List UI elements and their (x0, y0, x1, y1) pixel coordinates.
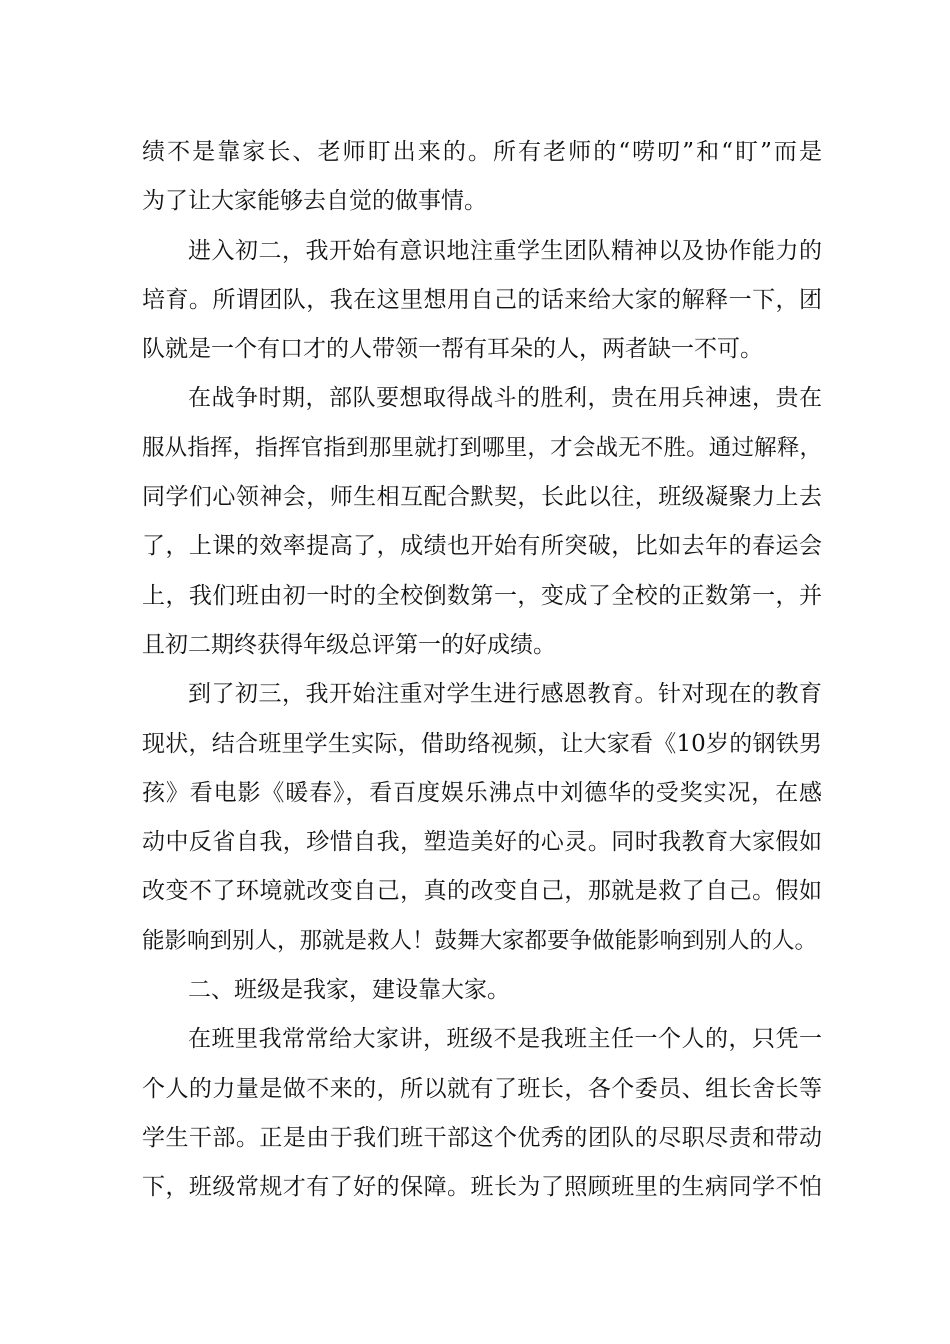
text-line: 动中反省自我，珍惜自我，塑造美好的心灵。同时我教育大家假如 (142, 829, 822, 856)
text-line: 孩》看电影《暖春》，看百度娱乐沸点中刘德华的受奖实况，在感 (142, 779, 822, 806)
text-line: 现状，结合班里学生实际，借助络视频，让大家看《10岁的钢铁男 (142, 730, 822, 757)
text-line: 改变不了环境就改变自己，真的改变自己，那就是救了自己。假如 (142, 878, 822, 905)
text-line: 了，上课的效率提高了，成绩也开始有所突破，比如去年的春运会 (142, 533, 822, 560)
text-line: 学生干部。正是由于我们班干部这个优秀的团队的尽职尽责和带动 (142, 1124, 822, 1151)
paragraph-first-line: 到了初三，我开始注重对学生进行感恩教育。针对现在的教育 (188, 681, 822, 708)
text-line: 队就是一个有口才的人带领一帮有耳朵的人，两者缺一不可。 (142, 336, 763, 363)
paragraph-first-line: 进入初二，我开始有意识地注重学生团队精神以及协作能力的 (188, 237, 822, 264)
text-line: 为了让大家能够去自觉的做事情。 (142, 188, 487, 215)
text-line: 服从指挥，指挥官指到那里就打到哪里，才会战无不胜。通过解释， (142, 434, 822, 461)
paragraph-first-line: 在班里我常常给大家讲，班级不是我班主任一个人的，只凭一 (188, 1026, 822, 1053)
text-line: 同学们心领神会，师生相互配合默契，长此以往，班级凝聚力上去 (142, 484, 822, 511)
text-line: 下，班级常规才有了好的保障。班长为了照顾班里的生病同学不怕 (142, 1174, 822, 1201)
text-line: 且初二期终获得年级总评第一的好成绩。 (142, 631, 556, 658)
text-line: 绩不是靠家长、老师盯出来的。所有老师的“唠叨”和“盯”而是 (142, 139, 822, 165)
text-line: 个人的力量是做不来的，所以就有了班长，各个委员、组长舍长等 (142, 1075, 822, 1102)
paragraph-first-line: 二、班级是我家，建设靠大家。 (188, 977, 510, 1004)
text-line: 培育。所谓团队，我在这里想用自己的话来给大家的解释一下，团 (142, 286, 822, 313)
text-line: 能影响到别人，那就是救人！鼓舞大家都要争做能影响到别人的人。 (142, 927, 818, 954)
document-body (142, 131, 822, 1216)
paragraph-first-line: 在战争时期，部队要想取得战斗的胜利，贵在用兵神速，贵在 (188, 385, 822, 412)
text-line: 上，我们班由初一时的全校倒数第一，变成了全校的正数第一，并 (142, 582, 822, 609)
